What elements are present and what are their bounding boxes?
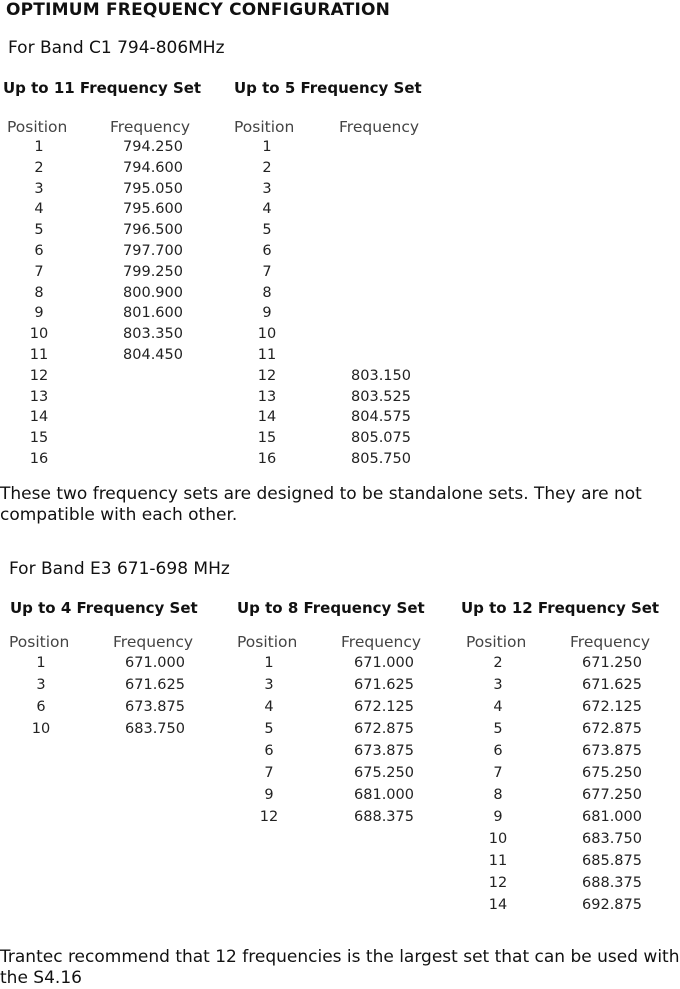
c1-set2-position-cell: 15 [257,430,277,447]
c1-set1-position-cell: 10 [29,326,49,343]
e3-set3-position-cell: 8 [493,787,503,803]
e3-set2-position-cell: 12 [259,809,279,825]
c1-set1-position-cell: 15 [29,430,49,447]
e3-set3-frequency-cell: 672.875 [582,721,642,737]
e3-set1-position-cell: 10 [31,721,51,737]
e3-set3-frequency-cell: 672.125 [582,699,642,715]
c1-set1-position-cell: 2 [34,159,44,176]
c1-set1-position-cell: 13 [29,388,49,405]
c1-set1-frequency-cell: 794.250 [123,139,183,155]
e3-set1-frequency-cell: 683.750 [125,721,185,737]
e3-set3-position-cell: 5 [493,721,503,737]
e3-set2-frequency-cell: 673.875 [354,743,414,759]
c1-set2-position-cell: 9 [262,305,272,322]
c1-set1-position-cell: 5 [34,222,44,239]
c1-set1-position-cell: 6 [34,243,44,259]
e3-set2-position-header: Position [237,633,298,651]
footer-note: Trantec recommend that 12 frequencies is the largest set that can be used with the S4.16 [0,947,680,988]
c1-set2-frequency-header: Frequency [339,118,420,136]
c1-set2-position-cell: 10 [257,326,277,343]
c1-set2-heading: Up to 5 Frequency Set [234,79,422,97]
e3-set1-position-cell: 1 [36,655,46,671]
e3-set3-frequency-cell: 673.875 [582,743,642,759]
e3-set1-position-cell: 6 [36,699,46,715]
e3-set3-frequency-cell: 692.875 [582,897,642,913]
c1-set2-position-cell: 2 [262,159,272,176]
c1-set1-frequency-cell: 803.350 [123,326,183,343]
e3-set3-frequency-cell: 683.750 [582,831,642,847]
e3-set3-position-cell: 9 [493,809,503,825]
e3-set1-heading: Up to 4 Frequency Set [10,599,198,617]
c1-set1-position-cell: 4 [34,201,44,218]
e3-set2-position-cell: 5 [264,721,274,737]
band-c1-label: For Band C1 794-806MHz [8,38,225,58]
e3-set2-frequency-cell: 688.375 [354,809,414,825]
c1-set2-frequency-cell: 803.150 [351,367,411,384]
page-title: OPTIMUM FREQUENCY CONFIGURATION [6,0,391,20]
c1-set2-position-cell: 11 [257,347,277,363]
c1-set1-frequency-cell: 797.700 [123,243,183,259]
c1-set1-position-cell: 1 [34,139,44,155]
c1-set1-position-cell: 16 [29,451,49,467]
c1-set2-position-header: Position [234,118,295,136]
c1-set1-frequency-cell: 799.250 [123,263,183,280]
e3-set3-position-cell: 12 [488,875,508,891]
c1-set2-position-cell: 4 [262,201,272,218]
c1-set1-position-cell: 11 [29,347,49,363]
e3-set1-frequency-header: Frequency [113,633,194,651]
e3-set3-frequency-header: Frequency [570,633,651,651]
band-e3-label: For Band E3 671-698 MHz [9,559,230,579]
c1-set1-frequency-header: Frequency [110,118,191,136]
c1-set2-position-cell: 13 [257,388,277,405]
e3-set2-frequency-header: Frequency [341,633,422,651]
e3-set2-frequency-cell: 672.875 [354,721,414,737]
c1-set2-position-cell: 7 [262,263,272,280]
e3-set3-position-cell: 10 [488,831,508,847]
c1-set2-frequency-cell: 805.750 [351,451,411,467]
e3-set2-frequency-cell: 675.250 [354,765,414,781]
c1-set1-frequency-cell: 804.450 [123,347,183,363]
e3-set2-position-cell: 3 [264,677,274,693]
c1-set2-position-cell: 5 [262,222,272,239]
e3-set3-frequency-cell: 685.875 [582,853,642,869]
e3-set2-frequency-cell: 671.000 [354,655,414,671]
c1-set2-position-cell: 12 [257,367,277,384]
e3-set2-frequency-cell: 672.125 [354,699,414,715]
c1-set2-position-cell: 8 [262,284,272,301]
c1-set1-position-cell: 12 [29,367,49,384]
c1-set1-position-cell: 7 [34,263,44,280]
e3-set3-frequency-cell: 688.375 [582,875,642,891]
c1-set2-frequency-cell: 803.525 [351,388,411,405]
c1-set1-position-cell: 3 [34,180,44,197]
c1-set1-frequency-cell: 800.900 [123,284,183,301]
e3-set3-position-cell: 11 [488,853,508,869]
c1-set2-frequency-cell: 804.575 [351,409,411,426]
e3-set1-frequency-cell: 671.625 [125,677,185,693]
e3-set3-position-cell: 4 [493,699,503,715]
e3-set2-position-cell: 1 [264,655,274,671]
e3-set1-frequency-cell: 673.875 [125,699,185,715]
e3-set3-frequency-cell: 671.625 [582,677,642,693]
c1-set2-position-cell: 3 [262,180,272,197]
c1-set2-position-cell: 14 [257,409,277,426]
e3-set3-position-cell: 6 [493,743,503,759]
c1-set1-frequency-cell: 794.600 [123,159,183,176]
e3-set3-frequency-cell: 675.250 [582,765,642,781]
e3-set3-frequency-cell: 681.000 [582,809,642,825]
c1-set2-position-cell: 6 [262,243,272,259]
c1-set1-frequency-cell: 801.600 [123,305,183,322]
e3-set2-position-cell: 6 [264,743,274,759]
e3-set1-frequency-cell: 671.000 [125,655,185,671]
c1-set1-position-cell: 14 [29,409,49,426]
c1-set1-position-header: Position [7,118,68,136]
c1-set1-position-cell: 9 [34,305,44,322]
c1-set1-frequency-cell: 795.050 [123,180,183,197]
c1-set1-frequency-cell: 795.600 [123,201,183,218]
c1-set2-frequency-cell: 805.075 [351,430,411,447]
e3-set3-position-cell: 14 [488,897,508,913]
e3-set3-frequency-cell: 671.250 [582,655,642,671]
e3-set2-position-cell: 4 [264,699,274,715]
e3-set3-position-header: Position [466,633,527,651]
e3-set3-position-cell: 3 [493,677,503,693]
e3-set3-frequency-cell: 677.250 [582,787,642,803]
e3-set1-position-cell: 3 [36,677,46,693]
c1-set2-position-cell: 1 [262,139,272,155]
e3-set2-position-cell: 7 [264,765,274,781]
c1-set2-position-cell: 16 [257,451,277,467]
e3-set2-frequency-cell: 671.625 [354,677,414,693]
e3-set3-position-cell: 2 [493,655,503,671]
e3-set2-position-cell: 9 [264,787,274,803]
e3-set3-heading: Up to 12 Frequency Set [461,599,660,617]
e3-set2-frequency-cell: 681.000 [354,787,414,803]
e3-set3-position-cell: 7 [493,765,503,781]
c1-set1-heading: Up to 11 Frequency Set [3,79,202,97]
band-c1-note: These two frequency sets are designed to be standalone sets. They are not compatible with each other. [0,484,642,525]
e3-set1-position-header: Position [9,633,70,651]
c1-set1-position-cell: 8 [34,284,44,301]
c1-set1-frequency-cell: 796.500 [123,222,183,239]
e3-set2-heading: Up to 8 Frequency Set [237,599,425,617]
